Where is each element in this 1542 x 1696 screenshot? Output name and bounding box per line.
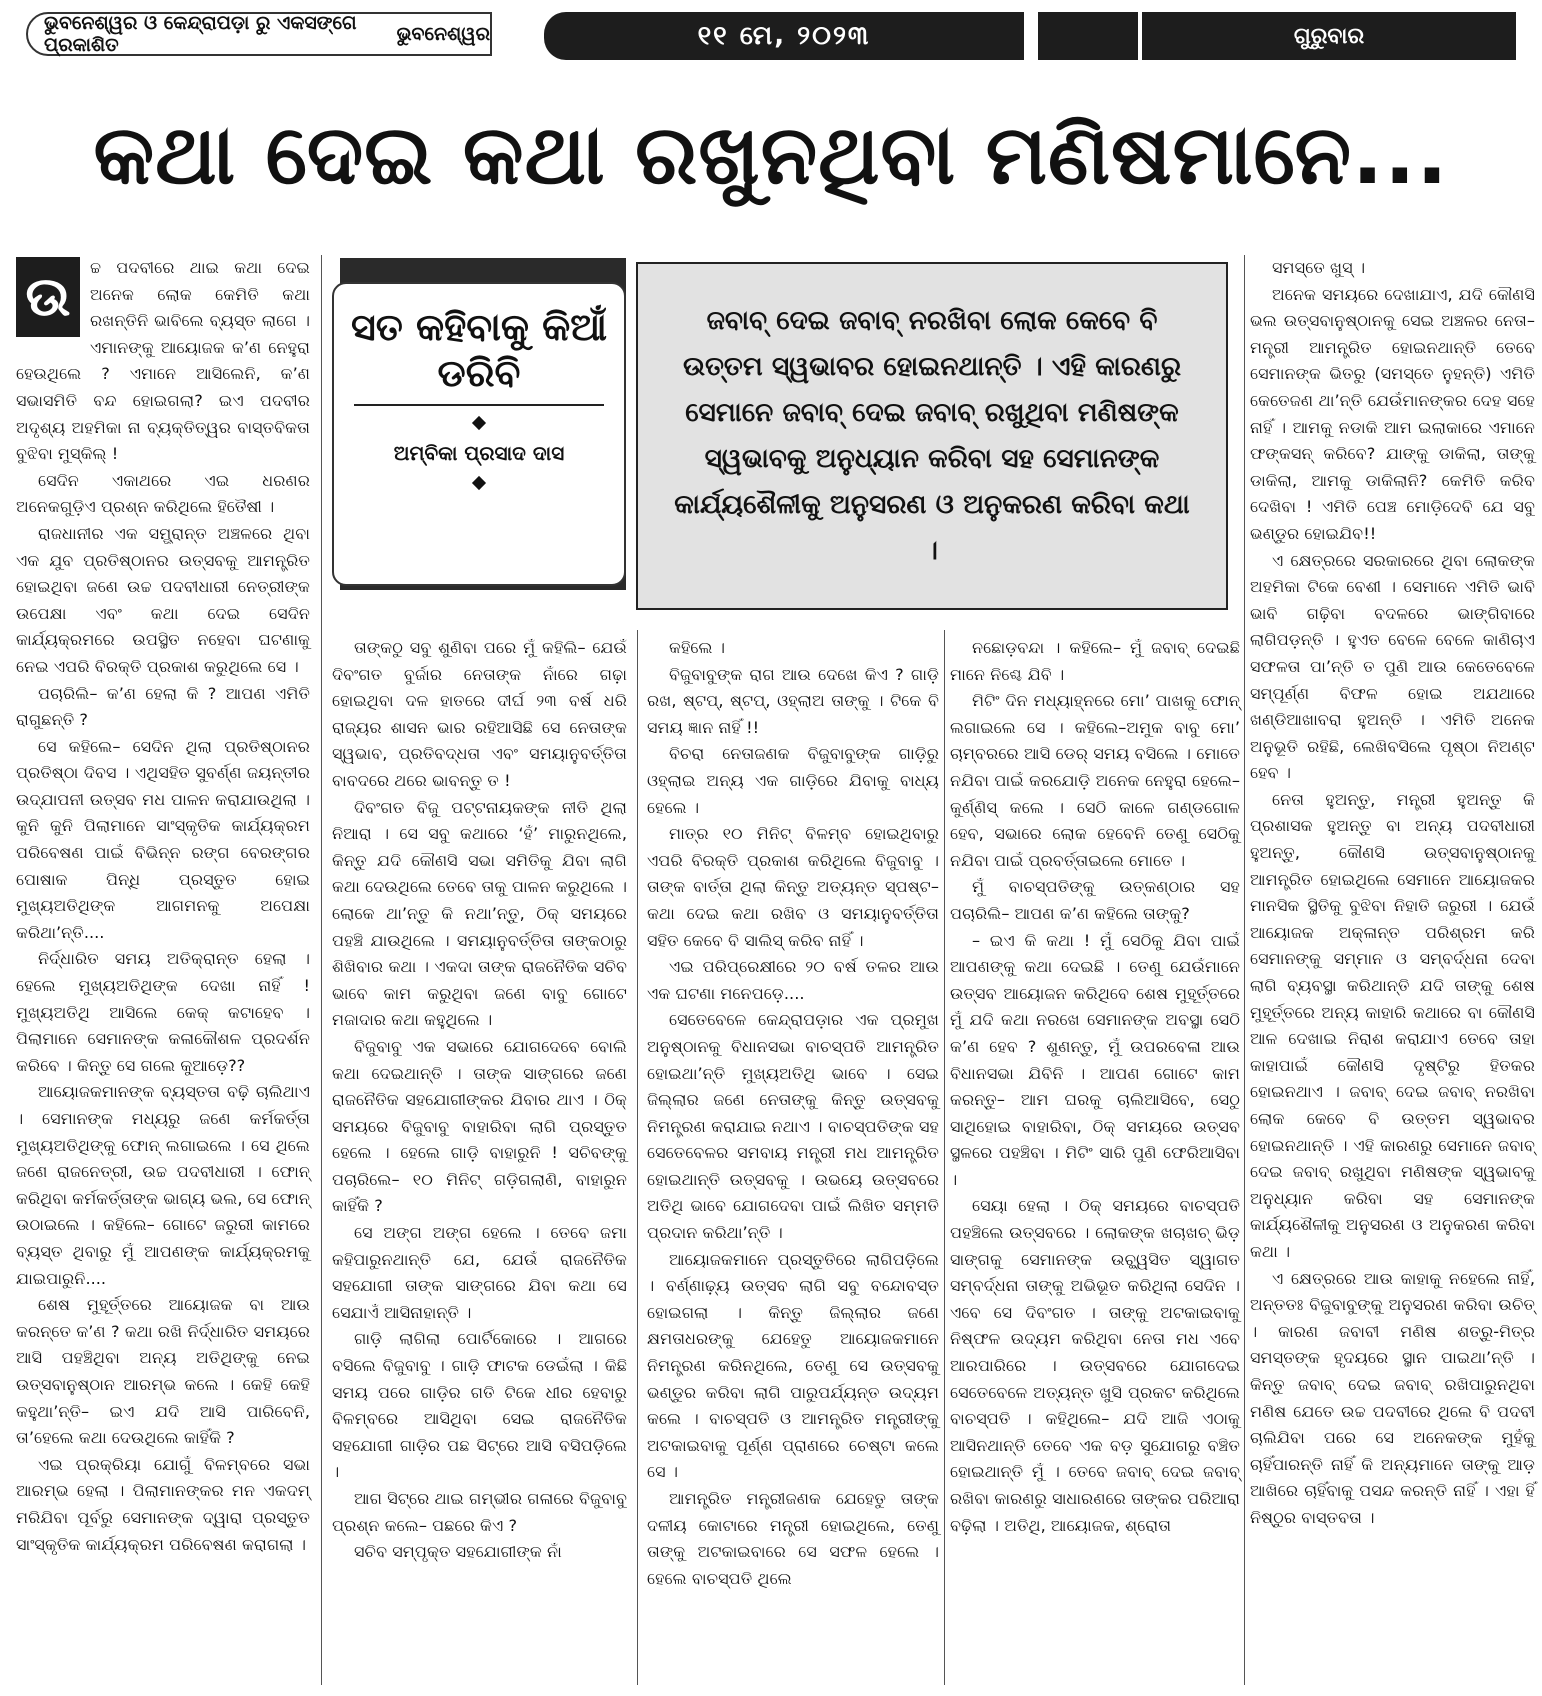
paragraph: କହିଲେ । bbox=[669, 638, 726, 657]
paragraph: ତାଙ୍କଠୁ ସବୁ ଶୁଣିବା ପରେ ମୁଁ କହିଲି– ଯେଉଁ ଦିବଂଗତ ବୁର୍ଜାର ନେତାଙ୍କ ନାଁରେ ଗଢ଼ା ହୋଇଥିବା ଦଳ ହାତରେ ଦୀର୍ଘ ୨୩ ବର୍ଷ ଧରି ରାଜ୍ୟର ଶାସନ ଭାର ରହିଆସିଛି ସେ ନେତାଙ୍କ ସ୍ୱଭାବ, ପ୍ରତିବଦ୍ଧତା ଏବଂ ସମୟାନୁବର୍ତ୍ତିତା ବାବଦରେ ଥରେ ଭାବନ୍ତୁ ତ ! bbox=[332, 638, 627, 790]
diamond-ornament bbox=[472, 416, 486, 430]
paragraph: ସେ କହିଲେ– ସେଦିନ ଥିଲା ପ୍ରତିଷ୍ଠାନର ପ୍ରତିଷ୍ଠା ଦିବସ । ଏଥିସହିତ ସୁବର୍ଣ୍ଣ ଜୟନ୍ତୀର ଉଦ୍‌ଯାପନୀ ଉତ୍ସବ ମଧ ପାଳନ କରାଯାଉଥିଲା । କୁନି କୁନି ପିଲାମାନେ ସାଂସ୍କୃତିକ କାର୍ଯ୍ୟକ୍ରମ ପରିବେଷଣ ପାଇଁ ବିଭିନ୍ନ ରଙ୍ଗ ବେରଙ୍ଗର ପୋଷାକ ପିନ୍ଧି ପ୍ରସ୍ତୁତ ହୋଇ ମୁଖ୍ୟଅତିଥିଙ୍କ ଆଗମନକୁ ଅପେକ୍ଷା କରିଥା’ନ୍ତି.... bbox=[16, 736, 310, 942]
column-rule bbox=[1244, 255, 1245, 1685]
paragraph: ବିଜୁବାବୁ ଏକ ସଭାରେ ଯୋଗଦେବେ ବୋଲି କଥା ଦେଇଥାନ୍ତି । ତାଙ୍କ ସାଙ୍ଗରେ ଜଣେ ରାଜନୈତିକ ସହଯୋଗୀଙ୍କର ଯିବାର ଥାଏ । ଠିକ୍ ସମୟରେ ବିଜୁବାବୁ ବାହାରିବା ଲାଗି ପ୍ରସ୍ତୁତ ହେଲେ । ହେଲେ ଗାଡ଼ି ବାହାରୁନି ! ସଚିବଙ୍କୁ ପଚାରିଲେ– ୧୦ ମିନିଟ୍ ଗଡ଼ିଗଲାଣି, ବାହାରୁନ କାହିଁକି ? bbox=[332, 1036, 627, 1216]
paragraph: ମାତ୍ର ୧୦ ମିନିଟ୍ ବିଳମ୍ବ ହୋଇଥିବାରୁ ଏପରି ବିରକ୍ତି ପ୍ରକାଶ କରିଥିଲେ ବିଜୁବାବୁ । ତାଙ୍କ ବାର୍ତ୍ତା ଥିଲା କିନ୍ତୁ ଅତ୍ୟନ୍ତ ସ୍ପଷ୍ଟ– କଥା ଦେଇ କଥା ରଖିବ ଓ ସମୟାନୁବର୍ତ୍ତିତା ସହିତ କେବେ ବି ସାଲିସ୍ କରିବ ନାହିଁ । bbox=[647, 824, 939, 950]
masthead bbox=[26, 12, 1516, 62]
paragraph: ସେଦିନ ଏକାଥରେ ଏଇ ଧରଣର ଅନେକଗୁଡ଼ିଏ ପ୍ରଶ୍ନ କରିଥିଲେ ହିତୈଷୀ । bbox=[16, 470, 310, 517]
byline-rule bbox=[354, 404, 604, 406]
article-column-5 bbox=[1250, 255, 1535, 1532]
paragraph: ଆୟୋଜକମାନଙ୍କ ବ୍ୟସ୍ତତା ବଢ଼ି ଚାଲିଥାଏ । ସେମାନଙ୍କ ମଧ୍ୟରୁ ଜଣେ କର୍ମକର୍ତ୍ତା ମୁଖ୍ୟଅତିଥିଙ୍କୁ ଫୋନ୍ ଲଗାଇଲେ । ସେ ଥିଲେ ଜଣେ ରାଜନେତ୍ରୀ, ଉଚ୍ଚ ପଦବୀଧାରୀ । ଫୋନ୍ କରିଥିବା କର୍ମକର୍ତ୍ତାଙ୍କ ଭାଗ୍ୟ ଭଲ, ସେ ଫୋନ୍ ଉଠାଇଲେ । କହିଲେ– ଗୋଟେ ଜରୁରୀ କାମରେ ବ୍ୟସ୍ତ ଥିବାରୁ ମୁଁ ଆପଣଙ୍କ କାର୍ଯ୍ୟକ୍ରମକୁ ଯାଇପାରୁନି.... bbox=[16, 1082, 310, 1288]
paragraph: ଏ କ୍ଷେତ୍ରରେ ସରକାରରେ ଥିବା ଲୋକଙ୍କ ଅହମିକା ଟିକେ ବେଶୀ । ସେମାନେ ଏମିତି ଭାବି ଭାବି ଗଢ଼ିବା ବଦଳରେ ଭାଙ୍ଗିବାରେ ଲାଗିପଡ଼ନ୍ତି । ହୁଏତ ବେଳେ ବେଳେ କାଣିଚାଏ ସଫଳତା ପା’ନ୍ତି ତ ପୁଣି ଆଉ କେତେବେଳେ ସମ୍ପୂର୍ଣ୍ଣ ବିଫଳ ହୋଇ ଅଯଥାରେ ଖଣ୍ଡିଆଖାବରା ହୁଅନ୍ତି । ଏମିତି ଅନେକ ଅନୁଭୂତି ରହିଛି, ଲେଖିବସିଲେ ପୃଷ୍ଠା ନିଅଣ୍ଟ ହେବ । bbox=[1250, 550, 1535, 783]
column-rule bbox=[944, 630, 945, 1685]
article-column-4 bbox=[950, 635, 1240, 1539]
pull-quote-text: ଜବାବ୍ ଦେଇ ଜବାବ୍ ନରଖିବା ଲୋକ କେବେ ବି ଉତ୍ତମ ସ୍ୱଭାବର ହୋଇନଥାନ୍ତି । ଏହି କାରଣରୁ ସେମାନେ ଜବାବ୍ ଦେଇ ଜବାବ୍ ରଖୁଥିବା ମଣିଷଙ୍କ ସ୍ୱଭାବକୁ ଅନୁଧ୍ୟାନ କରିବା ସହ ସେମାନଙ୍କ କାର୍ଯ୍ୟଶୈଳୀକୁ ଅନୁସରଣ ଓ ଅନୁକରଣ କରିବା କଥା । bbox=[674, 305, 1190, 566]
paragraph: ପଚାରିଲି– କ’ଣ ହେଲା କି ? ଆପଣ ଏମିତି ରାଗୁଛନ୍ତି ? bbox=[16, 683, 310, 730]
paragraph: ସମସ୍ତେ ଖୁସ୍ । bbox=[1272, 258, 1366, 277]
paragraph: ଆମନ୍ତ୍ରିତ ମନ୍ତ୍ରୀଜଣକ ଯେହେତୁ ତାଙ୍କ ଦଳୀୟ କୋଟାରେ ମନ୍ତ୍ରୀ ହୋଇଥିଲେ, ତେଣୁ ତାଙ୍କୁ ଅଟକାଇବାରେ ସେ ସଫଳ ହେଲେ । ହେଲେ ବାଚସ୍ପତି ଥିଲେ bbox=[647, 1489, 939, 1588]
paragraph: ଏଇ ପ୍ରକ୍ରିୟା ଯୋଗୁଁ ବିଳମ୍ବରେ ସଭା ଆରମ୍ଭ ହେଲା । ପିଲାମାନଙ୍କର ମନ ଏକଦମ୍ ମରିଯିବା ପୂର୍ବରୁ ସେମାନଙ୍କ ଦ୍ୱାରା ପ୍ରସ୍ତୁତ ସାଂସ୍କୃତିକ କାର୍ଯ୍ୟକ୍ରମ ପରିବେଷଣ କରାଗଲା । bbox=[16, 1454, 310, 1554]
paragraph: ବିଚରା ନେତାଜଣକ ବିଜୁବାବୁଙ୍କ ଗାଡ଼ିରୁ ଓହ୍ଲାଇ ଅନ୍ୟ ଏକ ଗାଡ଼ିରେ ଯିବାକୁ ବାଧ୍ୟ ହେଲେ । bbox=[647, 744, 939, 817]
paragraph: ଆଗ ସିଟ୍‌ରେ ଥାଇ ଗମ୍ଭୀର ଗଳାରେ ବିଜୁବାବୁ ପ୍ରଶ୍ନ କଲେ– ପଛରେ କିଏ ? bbox=[332, 1489, 627, 1535]
byline-box bbox=[332, 282, 626, 586]
paragraph: – ଇଏ କି କଥା ! ମୁଁ ସେଠିକୁ ଯିବା ପାଇଁ ଆପଣଙ୍କୁ କଥା ଦେଇଛି । ତେଣୁ ଯେଉଁମାନେ ଉତ୍ସବ ଆୟୋଜନ କରିଥିବେ ଶେଷ ମୁହୂର୍ତ୍ତରେ ମୁଁ ଯଦି କଥା ନରଖେ ସେମାନଙ୍କ ଅବସ୍ଥା ସେଠି କ’ଣ ହେବ ? ଶୁଣନ୍ତୁ, ମୁଁ ଉପରବେଳା ଆଉ ବିଧାନସଭା ଯିବିନି । ଆପଣ ଗୋଟେ କାମ କରନ୍ତୁ– ଆମ ଘରକୁ ଚାଲିଆସିବେ, ସେଠୁ ସାଥିହୋଇ ବାହାରିବା, ଠିକ୍ ସମୟରେ ଉତ୍ସବ ସ୍ଥଳରେ ପହଞ୍ଚିବା । ମିଟିଂ ସାରି ପୁଣି ଫେରିଆସିବା । bbox=[950, 930, 1240, 1189]
article-headline: କଥା ଦେଇ କଥା ରଖୁନଥିବା ମଣିଷମାନେ... bbox=[93, 108, 1449, 203]
paragraph: ଗାଡ଼ି ଲାଗିଲା ପୋର୍ଟିକୋରେ । ଆଗରେ ବସିଲେ ବିଜୁବାବୁ । ଗାଡ଼ି ଫାଟକ ଡେଇଁଲା । କିଛି ସମୟ ପରେ ଗାଡ଼ିର ଗତି ଟିକେ ଧୀର ହେବାରୁ ବିଳମ୍ବରେ ଆସିଥିବା ସେଇ ରାଜନୈତିକ ସହଯୋଗୀ ଗାଡ଼ିର ପଛ ସିଟ୍‌ରେ ଆସି ବସିପଡ଼ିଲେ । bbox=[332, 1329, 627, 1482]
pull-quote bbox=[636, 262, 1228, 610]
paragraph: ନିର୍ଦ୍ଧାରିତ ସମୟ ଅତିକ୍ରାନ୍ତ ହେଲା । ହେଲେ ମୁଖ୍ୟଅତିଥିଙ୍କ ଦେଖା ନାହିଁ ! ମୁଖ୍ୟଅତିଥି ଆସିଲେ କେକ୍ କଟାହେବ । ପିଲାମାନେ ସେମାନଙ୍କ କଳାକୌଶଳ ପ୍ରଦର୍ଶନ କରିବେ । କିନ୍ତୁ ସେ ଗଲେ କୁଆଡ଼େ?? bbox=[16, 949, 310, 1075]
column-rule bbox=[321, 255, 322, 1685]
issue-day: ଗୁରୁବାର bbox=[1142, 12, 1516, 60]
paragraph: ଏଇ ପରିପ୍ରେକ୍ଷୀରେ ୨୦ ବର୍ଷ ତଳର ଆଉ ଏକ ଘଟଣା ମନେପଡ଼େ.... bbox=[647, 957, 939, 1003]
paragraph: ଏ କ୍ଷେତ୍ରରେ ଆଉ କାହାକୁ ନହେଲେ ନାହିଁ, ଅନ୍ତତଃ ବିଜୁବାବୁଙ୍କୁ ଅନୁସରଣ କରିବା ଉଚିତ୍ । କାରଣ ଜବାବୀ ମଣିଷ ଶତ୍ରୁ-ମିତ୍ର ସମସ୍ତଙ୍କ ହୃଦୟରେ ସ୍ଥାନ ପାଇଥା’ନ୍ତି । କିନ୍ତୁ ଜବାବ୍ ଦେଇ ଜବାବ୍ ରଖିପାରୁନଥିବା ମଣିଷ ଯେତେ ଉଚ୍ଚ ପଦବୀରେ ଥିଲେ ବି ପଦବୀ ଚାଲିଯିବା ପରେ ସେ ଅନେକଙ୍କ ମୁହଁକୁ ଚାହିଁପାରନ୍ତି ନାହିଁ କି ଅନ୍ୟମାନେ ତାଙ୍କୁ ଆଡ଼ ଆଖିରେ ଚାହିଁବାକୁ ପସନ୍ଦ କରନ୍ତି ନାହିଁ । ଏହା ହିଁ ନିଷ୍ଠୁର ବାସ୍ତବତା । bbox=[1250, 1268, 1535, 1527]
paragraph: ଦିବଂଗତ ବିଜୁ ପଟ୍ଟନାୟକଙ୍କ ନୀତି ଥିଲା ନିଆରା । ସେ ସବୁ କଥାରେ ‘ହଁ’ ମାରୁନଥିଲେ, କିନ୍ତୁ ଯଦି କୌଣସି ସଭା ସମିତିକୁ ଯିବା ଲାଗି କଥା ଦେଉଥିଲେ ତେବେ ତାକୁ ପାଳନ କରୁଥିଲେ । ଲୋକେ ଥା’ନ୍ତୁ କି ନଥା’ନ୍ତୁ, ଠିକ୍ ସମୟରେ ପହଞ୍ଚି ଯାଉଥିଲେ । ସମୟାନୁବର୍ତ୍ତିତା ତାଙ୍କଠାରୁ ଶିଖିବାର କଥା । ଏକଦା ତାଙ୍କ ରାଜନୈତିକ ସଚିବ ଭାବେ କାମ କରୁଥିବା ଜଣେ ବାବୁ ଗୋଟେ ମଜାଦାର କଥା କହୁଥିଲେ । bbox=[332, 797, 627, 1030]
masthead-separator bbox=[1038, 12, 1138, 60]
paragraph: ସଚିବ ସମ୍ପୃକ୍ତ ସହଯୋଗୀଙ୍କ ନାଁ bbox=[354, 1542, 562, 1562]
paragraph: ଶେଷ ମୁହୂର୍ତ୍ତରେ ଆୟୋଜକ ବା ଆଉ କରନ୍ତେ କ’ଣ ? କଥା ରଖି ନିର୍ଦ୍ଧାରିତ ସମୟରେ ଆସି ପହଞ୍ଚିଥିବା ଅନ୍ୟ ଅତିଥିଙ୍କୁ ନେଇ ଉତ୍ସବାନୁଷ୍ଠାନ ଆରମ୍ଭ କଲେ । କେହି କେହି କହୁଥା’ନ୍ତି– ଇଏ ଯଦି ଆସି ପାରିବେନି, ତା’ହେଲେ କଥା ଦେଉଥିଲେ କାହିଁକି ? bbox=[16, 1295, 310, 1448]
paragraph: ମିଟିଂ ଦିନ ମଧ୍ୟାହ୍ନରେ ମୋ’ ପାଖକୁ ଫୋନ୍ ଲଗାଇଲେ ସେ । କହିଲେ–ଅମୁକ ବାବୁ ମୋ’ ଚାମ୍ବରରେ ଆସି ଡେର୍ ସମୟ ବସିଲେ । ମୋତେ ନଯିବା ପାଇଁ କରଯୋଡ଼ି ଅନେକ ନେହୁରା ହେଲେ–କୁର୍ଣ୍ଣିସ୍ କଲେ । ସେଠି କାଳେ ଗଣ୍ଡଗୋଳ ହେବ, ସଭାରେ ଲୋକ ହେବେନି ତେଣୁ ସେଠିକୁ ନଯିବା ପାଇଁ ପ୍ରବର୍ତ୍ତାଇଲେ ମୋତେ । bbox=[950, 691, 1240, 870]
paragraph: ସେୟା ହେଲା । ଠିକ୍ ସମୟରେ ବାଚସ୍ପତି ପହଞ୍ଚିଲେ ଉତ୍ସବରେ । ଲୋକଙ୍କ ଖଚାଖଚ୍ ଭିଡ଼ ସାଙ୍ଗକୁ ସେମାନଙ୍କ ଉଚ୍ଛ୍ୱସିତ ସ୍ୱାଗତ ସମ୍ବର୍ଦ୍ଧନା ତାଙ୍କୁ ଅଭିଭୂତ କରିଥିଲା ସେଦିନ । ଏବେ ସେ ଦିବଂଗତ । ତାଙ୍କୁ ଅଟକାଇବାକୁ ନିଷ୍ଫଳ ଉଦ୍ୟମ କରିଥିବା ନେତା ମଧ ଏବେ ଆରପାରିରେ । ଉତ୍ସବରେ ଯୋଗଦେଇ ସେତେବେଳେ ଅତ୍ୟନ୍ତ ଖୁସି ପ୍ରକଟ କରିଥିଲେ ବାଚସ୍ପତି । କହିଥିଲେ– ଯଦି ଆଜି ଏଠାକୁ ଆସିନଥାନ୍ତି ତେବେ ଏକ ବଡ଼ ସୁଯୋଗରୁ ବଞ୍ଚିତ ହୋଇଥାନ୍ତି ମୁଁ । ତେବେ ଜବାବ୍ ଦେଇ ଜବାବ୍ ରଖିବା କାରଣରୁ ସାଧାରଣରେ ତାଙ୍କର ପରିଆରା ବଢ଼ିଲା । ଅତିଥି, ଆୟୋଜକ, ଶ୍ରୋତା bbox=[950, 1196, 1240, 1535]
drop-cap: ଉ bbox=[16, 257, 80, 337]
paragraph: ରାଜଧାନୀର ଏକ ସମ୍ଭ୍ରାନ୍ତ ଅଞ୍ଚଳରେ ଥିବା ଏକ ଯୁବ ପ୍ରତିଷ୍ଠାନର ଉତ୍ସବକୁ ଆମନ୍ତ୍ରିତ ହୋଇଥିବା ଜଣେ ଉଚ୍ଚ ପଦବୀଧାରୀ ନେତ୍ରୀଙ୍କ ଉପେକ୍ଷା ଏବଂ କଥା ଦେଇ ସେଦିନ କାର୍ଯ୍ୟକ୍ରମରେ ଉପସ୍ଥିତ ନହେବା ଘଟଣାକୁ ନେଇ ଏପରି ବିରକ୍ତି ପ୍ରକାଶ କରୁଥିଲେ ସେ । bbox=[16, 523, 310, 676]
paragraph: ଆୟୋଜକମାନେ ପ୍ରସ୍ତୁତିରେ ଲାଗିପଡ଼ିଲେ । ବର୍ଣ୍ଣାଢ଼୍ୟ ଉତ୍ସବ ଲାଗି ସବୁ ବନ୍ଦୋବସ୍ତ ହୋଇଗଲା । କିନ୍ତୁ ଜିଲ୍ଲାର ଜଣେ କ୍ଷମତାଧରଙ୍କୁ ଯେହେତୁ ଆୟୋଜକମାନେ ନିମନ୍ତ୍ରଣ କରିନଥିଲେ, ତେଣୁ ସେ ଉତ୍ସବକୁ ଭଣ୍ଡୁର କରିବା ଲାଗି ପାରୁପର୍ଯ୍ୟନ୍ତ ଉଦ୍ୟମ କଲେ । ବାଚସ୍ପତି ଓ ଆମନ୍ତ୍ରିତ ମନ୍ତ୍ରୀଙ୍କୁ ଅଟକାଇବାକୁ ପୂର୍ଣ୍ଣ ପ୍ରାଣରେ ଚେଷ୍ଟା କଲେ ସେ । bbox=[647, 1249, 939, 1482]
edition-city: ଭୁବନେଶ୍ୱର bbox=[396, 23, 490, 45]
paragraph: ସେତେବେଳେ କେନ୍ଦ୍ରାପଡ଼ାର ଏକ ପ୍ରମୁଖ ଅନୁଷ୍ଠାନକୁ ବିଧାନସଭା ବାଚସ୍ପତି ଆମନ୍ତ୍ରିତ ହୋଇଥା’ନ୍ତି ମୁଖ୍ୟଅତିଥି ଭାବେ । ସେଇ ଜିଲ୍ଲାର ଜଣେ ନେତାଙ୍କୁ କିନ୍ତୁ ଉତ୍ସବକୁ ନିମନ୍ତ୍ରଣ କରାଯାଇ ନଥାଏ । ବାଚସ୍ପତିଙ୍କ ସହ ସେତେବେଳର ସମବାୟ ମନ୍ତ୍ରୀ ମଧ ଆମନ୍ତ୍ରିତ ହୋଇଥାନ୍ତି ଉତ୍ସବକୁ । ଉଭୟେ ଉତ୍ସବରେ ଅତିଥି ଭାବେ ଯୋଗଦେବା ପାଇଁ ଲିଖିତ ସମ୍ମତି ପ୍ରଦାନ କରିଥା’ନ୍ତି । bbox=[647, 1010, 939, 1243]
paragraph: ନେତା ହୁଅନ୍ତୁ, ମନ୍ତ୍ରୀ ହୁଅନ୍ତୁ କି ପ୍ରଶାସକ ହୁଅନ୍ତୁ ବା ଅନ୍ୟ ପଦବୀଧାରୀ ହୁଅନ୍ତୁ, କୌଣସି ଉତ୍ସବାନୁଷ୍ଠାନକୁ ଆମନ୍ତ୍ରିତ ହୋଇଥିଲେ ସେମାନେ ଆୟୋଜକର ମାନସିକ ସ୍ଥିତିକୁ ବୁଝିବା ନିହାତି ଜରୁରୀ । ଯେଉଁ ଆୟୋଜକ ଅକ୍ଳାନ୍ତ ପରିଶ୍ରମ କରି ସେମାନଙ୍କୁ ସମ୍ମାନ ଓ ସମ୍ବର୍ଦ୍ଧନା ଦେବା ଲାଗି ବ୍ୟବସ୍ଥା କରିଥାନ୍ତି ଯଦି ତାଙ୍କୁ ଶେଷ ମୁହୂର୍ତ୍ତରେ ଅନ୍ୟ କାହାରି କଥାରେ ବା କୌଣସି ଆଳ ଦେଖାଇ ନିରାଶ କରାଯାଏ ତେବେ ତାହା କାହାପାଇଁ କୌଣସି ଦୃଷ୍ଟିରୁ ହିତକର ହୋଇନଥାଏ । ଜବାବ୍ ଦେଇ ଜବାବ୍ ନରଖିବା ଲୋକ କେବେ ବି ଉତ୍ତମ ସ୍ୱଭାବର ହୋଇନଥାନ୍ତି । ଏହି କାରଣରୁ ସେମାନେ ଜବାବ୍ ଦେଇ ଜବାବ୍ ରଖୁଥିବା ମଣିଷଙ୍କ ସ୍ୱଭାବକୁ ଅନୁଧ୍ୟାନ କରିବା ସହ ସେମାନଙ୍କ କାର୍ଯ୍ୟଶୈଳୀକୁ ଅନୁସରଣ ଓ ଅନୁକରଣ କରିବା କଥା । bbox=[1250, 789, 1535, 1261]
column-title: ସତ କହିବାକୁ କିଆଁ ଡରିବି bbox=[350, 305, 608, 395]
diamond-ornament bbox=[472, 476, 486, 490]
article-column-3 bbox=[647, 635, 939, 1592]
author-name: ଅମ୍ବିକା ପ୍ରସାଦ ଦାସ bbox=[393, 441, 565, 465]
paragraph: ସେ ଅଙ୍ଗ ଅଙ୍ଗ ହେଲେ । ତେବେ ଜମା କହିପାରୁନଥାନ୍ତି ଯେ, ଯେଉଁ ରାଜନୈତିକ ସହଯୋଗୀ ତାଙ୍କ ସାଙ୍ଗରେ ଯିବା କଥା ସେ ସେଯାଏଁ ଆସିନାହାନ୍ତି । bbox=[332, 1223, 627, 1322]
paragraph: ବିଜୁବାବୁଙ୍କ ରାଗ ଆଉ ଦେଖେ କିଏ ? ଗାଡ଼ି ରଖ, ଷ୍ଟପ୍, ଷ୍ଟପ୍, ଓହ୍ଲାଅ ତାଙ୍କୁ । ଟିକେ ବି ସମୟ ଜ୍ଞାନ ନାହିଁ !! bbox=[647, 664, 939, 737]
paragraph: ଅନେକ ସମୟରେ ଦେଖାଯାଏ, ଯଦି କୌଣସି ଭଲ ଉତ୍ସବାନୁଷ୍ଠାନକୁ ସେଇ ଅଞ୍ଚଳର ନେତା–ମନ୍ତ୍ରୀ ଆମନ୍ତ୍ରିତ ହୋଇନଥାନ୍ତି ତେବେ ସେମାନଙ୍କ ଭିତରୁ (ସମସ୍ତେ ନୁହନ୍ତି) ଏମିତି କେତେଜଣ ଥା’ନ୍ତି ଯେଉଁମାନଙ୍କର ଦେହ ସହେ ନାହିଁ । ଆମକୁ ନଡାକି ଆମ ଇଲାକାରେ ଏମାନେ ଫଙ୍କସନ୍ କରିବେ? ଯାଙ୍କୁ ଡାକିଲା, ତାଙ୍କୁ ଡାକିଲା, ଆମକୁ ଡାକିଲାନି? କେମିତି କରିବ ଦେଖିବା ! ଏମିତି ପେଞ୍ଚ ମୋଡ଼ିଦେବି ଯେ ସବୁ ଭଣ୍ଡୁର ହୋଇଯିବ!! bbox=[1250, 284, 1535, 543]
issue-date: ୧୧ ମେ, ୨୦୨୩ bbox=[544, 12, 1024, 60]
article-column-2 bbox=[332, 635, 627, 1566]
article-column-1 bbox=[16, 255, 310, 1558]
edition-line bbox=[26, 12, 492, 56]
paragraph: ଚ୍ଚ ପଦବୀରେ ଥାଇ କଥା ଦେଇ ଅନେକ ଲୋକ କେମିତି କଥା ରଖନ୍ତିନି ଭାବିଲେ ବ୍ୟସ୍ତ ଲାଗେ । ଏମାନଙ୍କୁ ଆୟୋଜକ କ’ଣ ନେହୁରା ହେଉଥିଲେ ? ଏମାନେ ଆସିଲେନି, କ’ଣ ସଭାସମିତି ବନ୍ଦ ହୋଇଗଲା? ଇଏ ପଦବୀର ଅଦୃଶ୍ୟ ଅହମିକା ନା ବ୍ୟକ୍ତିତ୍ୱର ବାସ୍ତବିକତା ବୁଝିବା ମୁସ୍କିଲ୍ ! bbox=[16, 258, 310, 464]
paragraph: ମୁଁ ବାଚସ୍ପତିଙ୍କୁ ଉତ୍କଣ୍ଠାର ସହ ପଚାରିଲି– ଆପଣ କ’ଣ କହିଲେ ତାଙ୍କୁ? bbox=[950, 877, 1240, 923]
edition-text: ଭୁବନେଶ୍ୱର ଓ କେନ୍ଦ୍ରାପଡ଼ା ରୁ ଏକସଙ୍ଗେ ପ୍ରକାଶିତ bbox=[44, 12, 357, 56]
paragraph: ନଛୋଡ଼ବନ୍ଦା । କହିଲେ– ମୁଁ ଜବାବ୍ ଦେଇଛି ମାନେ ନିଶ୍ଚେ ଯିବି । bbox=[950, 638, 1240, 684]
column-rule bbox=[637, 630, 638, 1685]
